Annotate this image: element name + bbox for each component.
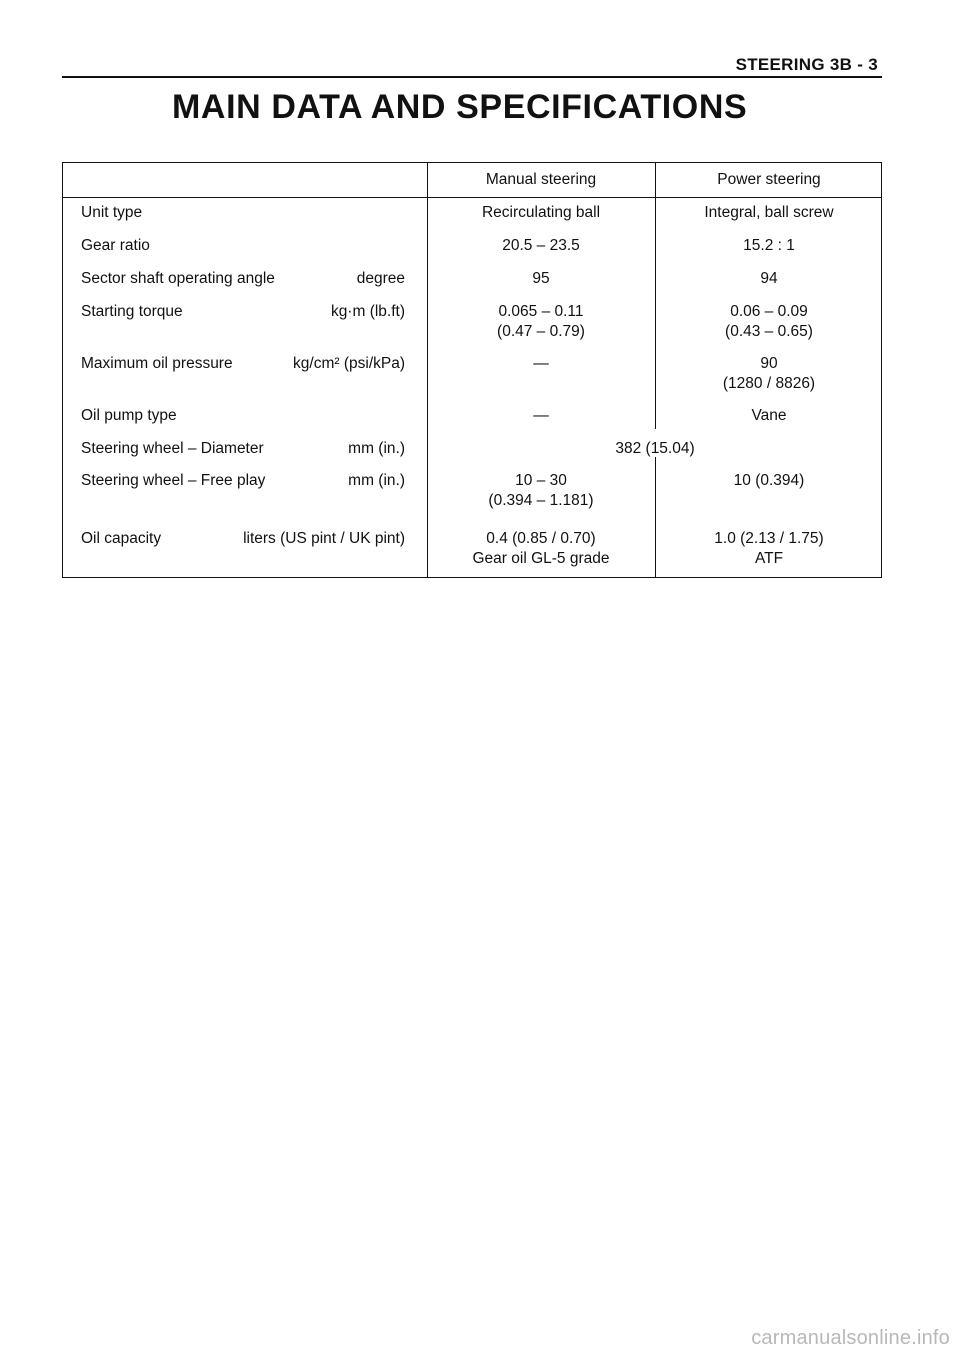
- cell-power: ATF: [754, 550, 784, 567]
- column-header-manual: Manual steering: [485, 171, 597, 188]
- header-divider: [63, 197, 881, 198]
- spec-table: [62, 162, 882, 578]
- cell-power: Vane: [751, 407, 787, 424]
- cell-manual: Recirculating ball: [481, 204, 601, 221]
- row-label-sector-shaft: Sector shaft operating angle: [81, 270, 275, 287]
- row-unit: degree: [356, 270, 405, 287]
- cell-power: 1.0 (2.13 / 1.75): [714, 530, 824, 547]
- cell-power: 0.06 – 0.09: [730, 303, 808, 320]
- cell-manual: —: [533, 407, 549, 424]
- cell-manual: 10 – 30: [515, 472, 567, 489]
- row-label-wheel-diameter: Steering wheel – Diameter: [81, 440, 264, 457]
- row-label-gear-ratio: Gear ratio: [81, 237, 150, 254]
- row-label-max-oil-pressure: Maximum oil pressure: [81, 355, 233, 372]
- cell-manual: 20.5 – 23.5: [502, 237, 580, 254]
- cell-manual: Gear oil GL-5 grade: [472, 550, 610, 567]
- cell-power: 15.2 : 1: [743, 237, 795, 254]
- watermark: carmanualsonline.info: [751, 1327, 950, 1349]
- cell-manual: (0.47 – 0.79): [497, 323, 585, 340]
- column-header-power: Power steering: [717, 171, 821, 188]
- section-header: STEERING 3B - 3: [735, 55, 878, 74]
- cell-power: 10 (0.394): [733, 472, 805, 489]
- cell-power: 94: [760, 270, 778, 287]
- cell-manual: (0.394 – 1.181): [488, 492, 594, 509]
- row-unit: mm (in.): [348, 440, 405, 457]
- row-label-wheel-free-play: Steering wheel – Free play: [81, 472, 266, 489]
- cell-power: (1280 / 8826): [722, 375, 816, 392]
- cell-power: 90: [760, 355, 778, 372]
- row-unit: mm (in.): [348, 472, 405, 489]
- cell-manual: —: [533, 355, 549, 372]
- row-label-unit-type: Unit type: [81, 204, 143, 221]
- row-label-oil-capacity: Oil capacity: [81, 530, 162, 547]
- page-title: MAIN DATA AND SPECIFICATIONS: [172, 88, 748, 126]
- cell-manual: 0.4 (0.85 / 0.70): [486, 530, 596, 547]
- row-unit: liters (US pint / UK pint): [243, 530, 405, 547]
- row-unit: kg·m (lb.ft): [330, 303, 405, 320]
- row-label-oil-pump-type: Oil pump type: [81, 407, 177, 424]
- cell-both: 382 (15.04): [615, 440, 695, 457]
- row-label-starting-torque: Starting torque: [81, 303, 183, 320]
- cell-power: (0.43 – 0.65): [725, 323, 813, 340]
- cell-manual: 0.065 – 0.11: [498, 303, 584, 320]
- cell-manual: 95: [532, 270, 550, 287]
- cell-power: Integral, ball screw: [704, 204, 834, 221]
- row-unit: kg/cm² (psi/kPa): [293, 355, 405, 372]
- header-rule: [62, 76, 882, 78]
